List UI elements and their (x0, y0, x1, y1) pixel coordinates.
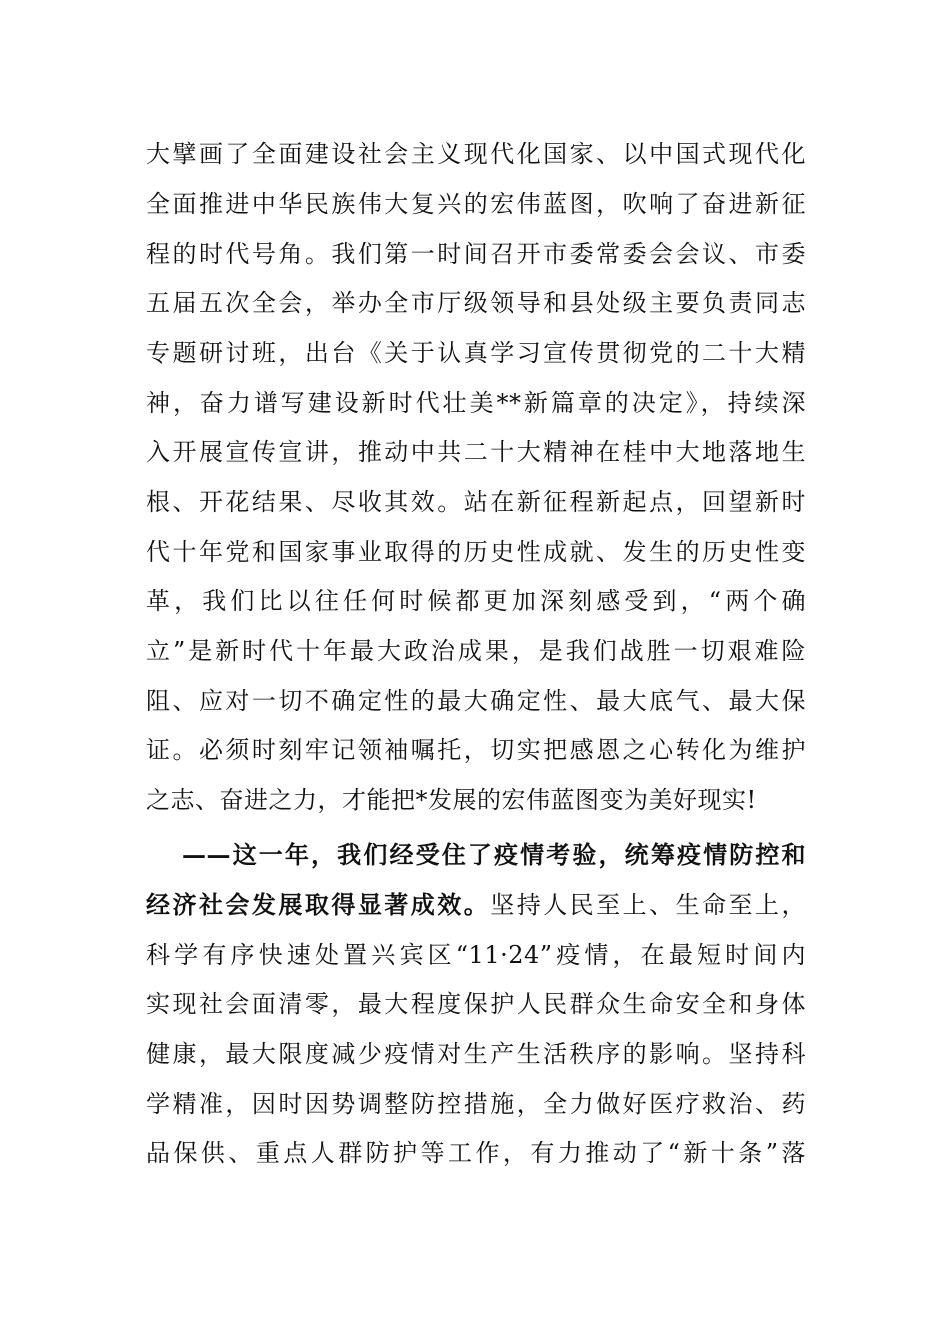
paragraph-line: 入开展宣传宣讲，推动中共二十大精神在桂中大地落地生 (146, 438, 806, 466)
paragraph-line: 立”是新时代十年最大政治成果，是我们战胜一切艰难险 (146, 637, 806, 665)
paragraph-line: 根、开花结果、尽收其效。站在新征程新起点，回望新时 (146, 488, 806, 516)
paragraph-line: 阻、应对一切不确定性的最大确定性、最大底气、最大保 (146, 687, 806, 715)
paragraph-line: 大擘画了全面建设社会主义现代化国家、以中国式现代化 (146, 140, 806, 168)
paragraph-line: 之志、奋进之力，才能把*发展的宏伟蓝图变为美好现实! (146, 786, 757, 814)
paragraph-line: 程的时代号角。我们第一时间召开市委常委会会议、市委 (146, 240, 806, 268)
paragraph-line: 神，奋力谱写建设新时代壮美**新篇章的决定》，持续深 (146, 389, 806, 417)
paragraph-line: 学精准，因时因势调整防控措施，全力做好医疗救治、药 (146, 1090, 806, 1118)
paragraph-heading-line: ——这一年，我们经受住了疫情考验，统筹疫情防控和 (182, 840, 806, 869)
paragraph-line: 全面推进中华民族伟大复兴的宏伟蓝图，吹响了奋进新征 (146, 190, 806, 218)
paragraph-line: 革，我们比以往任何时候都更加深刻感受到，“两个确 (146, 587, 806, 615)
paragraph-line: 健康，最大限度减少疫情对生产生活秩序的影响。坚持科 (146, 1040, 806, 1068)
paragraph-line: 证。必须时刻牢记领袖嘱托，切实把感恩之心转化为维护 (146, 736, 806, 764)
paragraph-line: 五届五次全会，举办全市厅级领导和县处级主要负责同志 (146, 289, 806, 317)
paragraph-line: 代十年党和国家事业取得的历史性成就、发生的历史性变 (146, 538, 806, 566)
paragraph-line: 科学有序快速处置兴宾区“11·24”疫情，在最短时间内 (146, 941, 806, 969)
paragraph-line (146, 888, 806, 922)
paragraph-line: 专题研讨班，出台《关于认真学习宣传贯彻党的二十大精 (146, 339, 806, 367)
paragraph-line: 品保供、重点人群防护等工作，有力推动了“新十条”落 (146, 1139, 806, 1167)
paragraph-line: 实现社会面清零，最大程度保护人民群众生命安全和身体 (146, 990, 806, 1018)
paragraph-heading-end: 经济社会发展取得显著成效。 (146, 890, 491, 919)
paragraph-text: 坚持人民至上、生命至上， (490, 891, 807, 919)
